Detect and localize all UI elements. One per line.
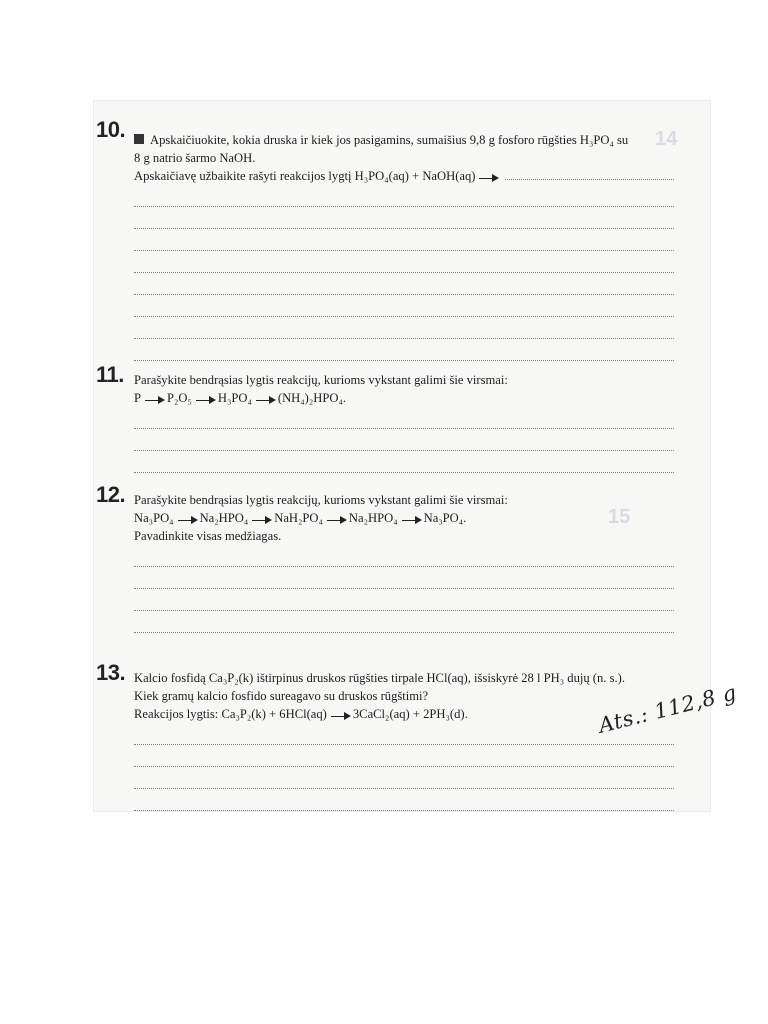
- task-text: Kalcio fosfidą Ca₃P₂(k) ištirpinus druskos rūgšties tirpale HCl(aq), išsiskyrė 28 l PH₃ dujų (n. s.).: [134, 671, 625, 685]
- answer-lines: [134, 407, 674, 473]
- answer-line[interactable]: [134, 767, 674, 789]
- task-number: 11.: [96, 362, 124, 387]
- reaction-arrow-icon: [327, 520, 345, 521]
- answer-line[interactable]: [134, 185, 674, 207]
- answer-line[interactable]: [134, 317, 674, 339]
- answer-lines: [134, 545, 674, 633]
- task-text: Pavadinkite visas medžiagas.: [134, 529, 282, 543]
- answer-line[interactable]: [134, 589, 674, 611]
- answer-line[interactable]: [134, 407, 674, 429]
- answer-line[interactable]: [134, 451, 674, 473]
- reaction-arrow-icon: [256, 400, 274, 401]
- task-text: Parašykite bendrąsias lygtis reakcijų, kurioms vykstant galimi šie virsmai:: [134, 373, 508, 387]
- reaction-chain: P P₂O₅ H₃PO₄ (NH₄)₂HPO₄.: [134, 391, 346, 405]
- answer-line[interactable]: [134, 339, 674, 361]
- task-text: Apskaičiavę užbaikite rašyti reakcijos lygtį H₃PO₄(aq) + NaOH(aq): [134, 169, 476, 183]
- answer-line[interactable]: [505, 168, 674, 180]
- answer-line[interactable]: [134, 545, 674, 567]
- answer-line[interactable]: [134, 745, 674, 767]
- bleed-through-mark: 15: [608, 506, 631, 528]
- task-number: 12.: [96, 482, 126, 507]
- reaction-arrow-icon: [196, 400, 214, 401]
- task-text: Apskaičiuokite, kokia druska ir kiek jos pasigamins, sumaišius 9,8 g fosforo rūgšties H₃PO₄ su: [150, 133, 629, 147]
- task-text: Parašykite bendrąsias lygtis reakcijų, kurioms vykstant galimi šie virsmai:: [134, 493, 508, 507]
- answer-line[interactable]: [134, 273, 674, 295]
- handwritten-answer: Ats.: 112,8 g: [596, 680, 739, 738]
- answer-lines: [134, 723, 674, 811]
- task-text: Kiek gramų kalcio fosfido sureagavo su druskos rūgštimi?: [134, 689, 429, 703]
- reaction-arrow-icon: [479, 178, 497, 179]
- reaction-arrow-icon: [252, 520, 270, 521]
- difficulty-square-icon: [134, 134, 144, 144]
- reaction-chain: Na₃PO₄ Na₂HPO₄ NaH₂PO₄ Na₂HPO₄ Na₃PO₄.: [134, 511, 467, 525]
- task-number: 13.: [96, 660, 126, 685]
- task-text: 8 g natrio šarmo NaOH.: [134, 151, 256, 165]
- task-number: 10.: [96, 117, 126, 142]
- answer-line[interactable]: [134, 789, 674, 811]
- reaction-equation: Reakcijos lygtis: Ca₃P₂(k) + 6HCl(aq) 3CaCl₂(aq) + 2PH₃(d).: [134, 707, 468, 721]
- reaction-arrow-icon: [402, 520, 420, 521]
- answer-line[interactable]: [134, 723, 674, 745]
- bleed-through-mark: 14: [655, 128, 678, 150]
- answer-line[interactable]: [134, 295, 674, 317]
- reaction-arrow-icon: [178, 520, 196, 521]
- reaction-arrow-icon: [331, 716, 349, 717]
- answer-line[interactable]: [134, 229, 674, 251]
- answer-lines: [134, 185, 674, 361]
- reaction-arrow-icon: [145, 400, 163, 401]
- answer-line[interactable]: [134, 611, 674, 633]
- answer-line[interactable]: [134, 251, 674, 273]
- answer-line[interactable]: [134, 567, 674, 589]
- answer-line[interactable]: [134, 207, 674, 229]
- answer-line[interactable]: [134, 429, 674, 451]
